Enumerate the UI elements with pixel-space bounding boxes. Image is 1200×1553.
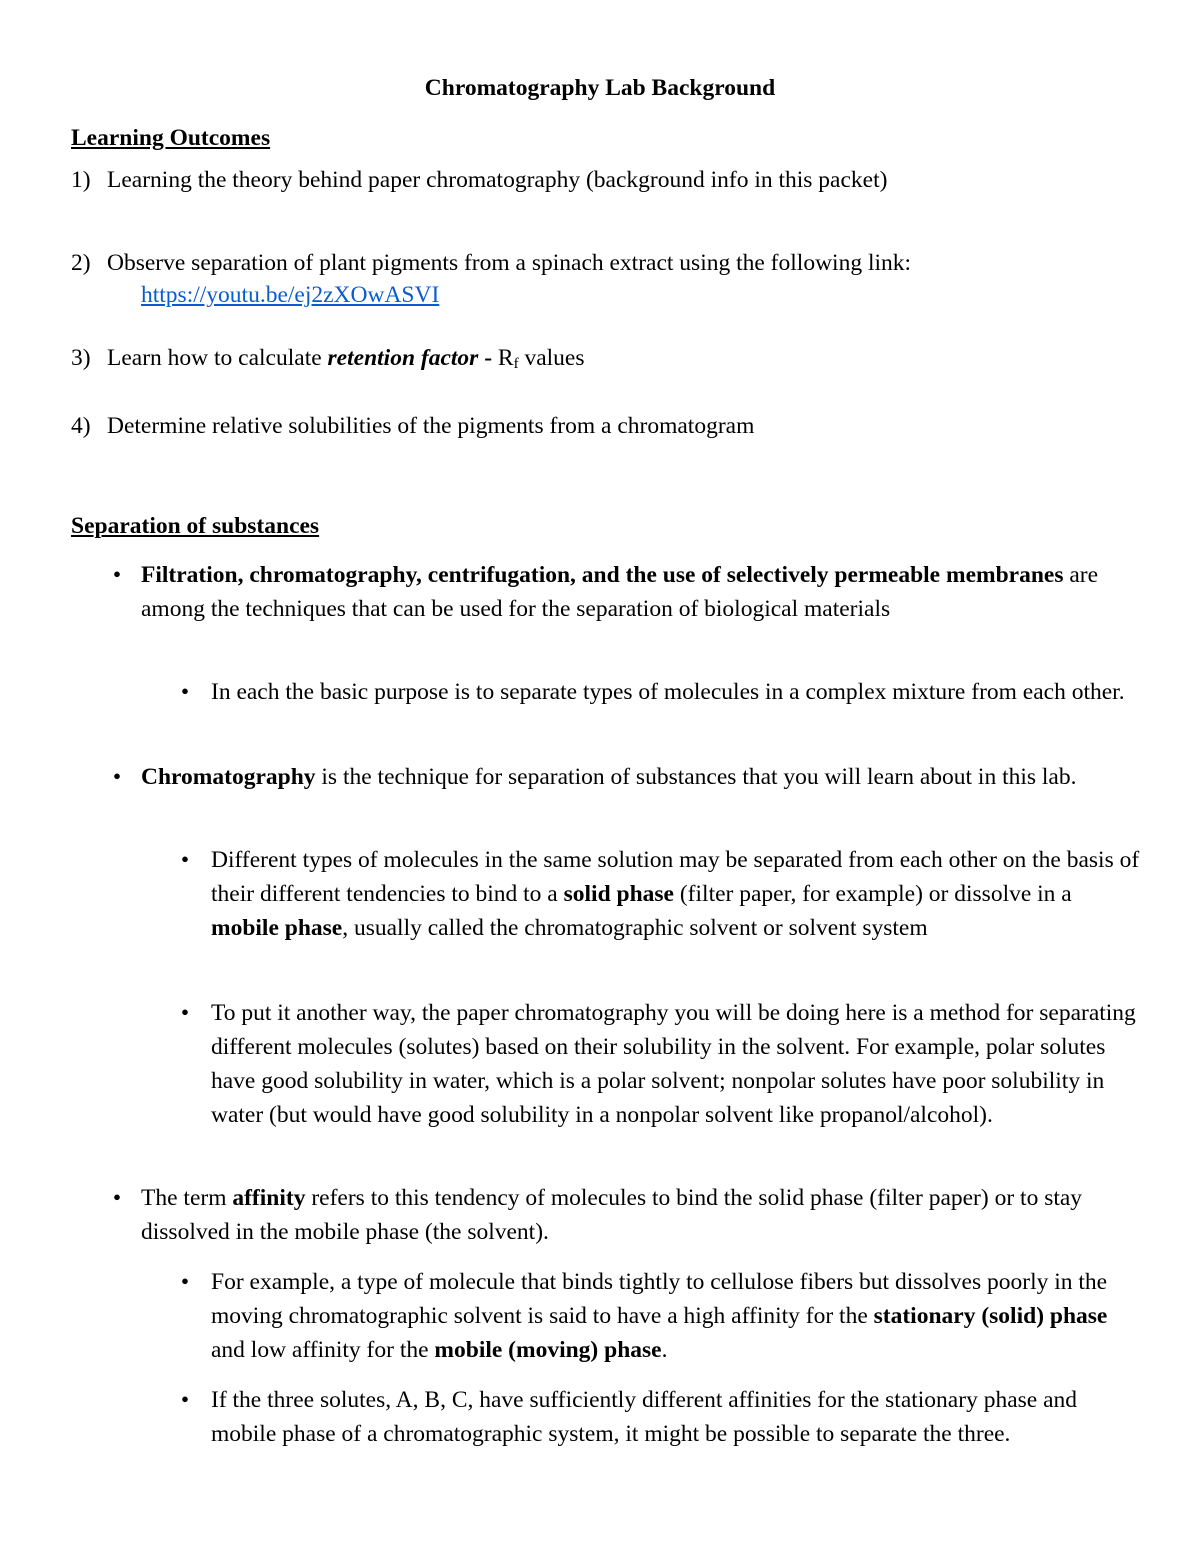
bullet-icon: • [180, 847, 190, 873]
learning-outcomes-heading: Learning Outcomes [71, 125, 271, 151]
bullet-text: To put it another way, the paper chromatography you will be doing here is a method for separating different molecules (solutes) based on their solubility in the solvent. For example, polar solutes have good solubility in water, which is a polar solvent; nonpolar solutes have poor solubility in water (but would have good solubility in a nonpolar solvent like propanol/alcohol). [211, 1000, 1136, 1128]
bullet-icon: • [112, 1185, 122, 1211]
bullet-icon: • [112, 562, 122, 588]
bullet-text: are among the techniques that can be used for the separation of biological materials [141, 562, 1099, 622]
outcome-number: 2) [71, 250, 91, 276]
video-link[interactable]: https://youtu.be/ej2zXOwASVI [141, 282, 440, 308]
affinity-term: affinity [232, 1185, 306, 1211]
bullet-icon: • [180, 1000, 190, 1026]
bullet-text: The term [141, 1185, 233, 1211]
sub-bullet-three-solutes [180, 1383, 1141, 1451]
bullet-icon: • [112, 764, 122, 790]
outcome-number: 3) [71, 345, 91, 371]
sub-bullet-phases [180, 843, 1141, 945]
dash: - [478, 345, 498, 371]
bullet-text: Different types of molecules in the same solution may be separated from each other on the basis of their different tendencies to bind to a [211, 847, 1140, 907]
bullet-text: For example, a type of molecule that binds tightly to cellulose fibers but dissolves poorly in the moving chromatographic solvent is said to have a high affinity for the [211, 1269, 1108, 1329]
page-title: Chromatography Lab Background [424, 75, 776, 101]
outcome-number: 4) [71, 413, 91, 439]
bullet-affinity [112, 1181, 1141, 1249]
sub-bullet-solubility [180, 996, 1141, 1132]
outcome-text: Learn how to calculate [107, 345, 328, 371]
mobile-phase-term: mobile (moving) phase [434, 1337, 662, 1363]
outcome-item-4 [71, 412, 754, 440]
stationary-phase-term: stationary (solid) phase [873, 1303, 1108, 1329]
outcome-item-3 [71, 344, 585, 378]
bullet-text: refers to this tendency of molecules to bind the solid phase (filter paper) or to stay dissolved in the mobile phase (the solvent). [141, 1185, 1083, 1245]
separation-heading: Separation of substances [71, 513, 320, 539]
mobile-phase-term: mobile phase [211, 915, 343, 941]
bullet-icon: • [180, 1269, 190, 1295]
bold-text: Chromatography [141, 764, 316, 790]
bullet-text: , usually called the chromatographic solvent or solvent system [342, 915, 928, 941]
bullet-chromatography [112, 760, 1141, 794]
bullet-text: If the three solutes, A, B, C, have sufficiently different affinities for the stationary phase and mobile phase of a chromatographic system, it might be possible to separate the three. [211, 1387, 1078, 1447]
bullet-text: (filter paper, for example) or dissolve in a [673, 881, 1072, 907]
outcome-item-1 [71, 166, 887, 194]
bullet-text: and low affinity for the [211, 1337, 435, 1363]
retention-factor-term: retention factor [327, 345, 479, 371]
sub-bullet-affinity-example [180, 1265, 1141, 1367]
outcome-text: Observe separation of plant pigments from a spinach extract using the following link: [107, 250, 912, 276]
video-link-line [141, 281, 439, 309]
bullet-icon: • [180, 679, 190, 705]
bullet-text: . [661, 1337, 668, 1363]
outcome-number: 1) [71, 167, 91, 193]
sub-bullet-basic-purpose [180, 675, 1141, 709]
bullet-text: is the technique for separation of substances that you will learn about in this lab. [315, 764, 1077, 790]
bullet-icon: • [180, 1387, 190, 1413]
outcome-text-end: values [518, 345, 585, 371]
outcome-item-2 [71, 249, 911, 277]
bold-text: Filtration, chromatography, centrifugation, and the use of selectively permeable membranes [141, 562, 1064, 588]
solid-phase-term: solid phase [563, 881, 674, 907]
rf-subscript: f [513, 356, 519, 372]
bullet-separation-techniques [112, 558, 1141, 626]
rf-symbol: R [497, 345, 514, 371]
outcome-text: Determine relative solubilities of the pigments from a chromatogram [107, 413, 755, 439]
outcome-text: Learning the theory behind paper chromatography (background info in this packet) [107, 167, 888, 193]
bullet-text: In each the basic purpose is to separate types of molecules in a complex mixture from each other. [211, 679, 1125, 705]
